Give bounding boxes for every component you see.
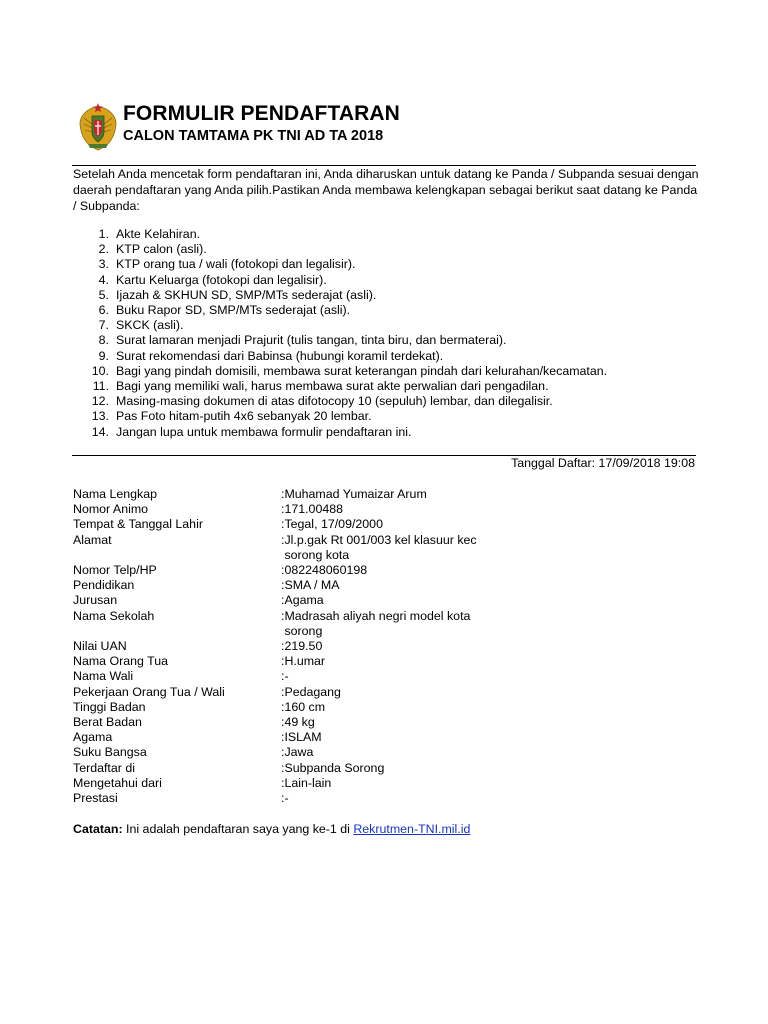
requirement-number: 14. [91,424,109,439]
form-title: FORMULIR PENDAFTARAN [123,102,400,125]
requirement-text: Jangan lupa untuk membawa formulir pendaftaran ini. [116,424,412,439]
requirement-item [73,257,703,272]
requirement-item [73,288,703,303]
note-label: Catatan: [73,822,123,836]
field-value: :ISLAM [281,730,322,745]
field-row [73,578,703,593]
field-label: Nomor Telp/HP [73,563,157,578]
requirement-item [73,273,703,288]
form-subtitle: CALON TAMTAMA PK TNI AD TA 2018 [123,128,384,144]
requirement-number: 10. [91,363,109,378]
field-label: Prestasi [73,791,118,806]
field-value: :171.00488 [281,502,344,517]
field-value: :H.umar [281,654,326,669]
field-label: Suku Bangsa [73,745,147,760]
field-value: :49 kg [281,715,315,730]
field-row [73,593,703,608]
requirement-text: Surat rekomendasi dari Babinsa (hubungi koramil terdekat). [116,348,444,363]
field-label: Alamat [73,532,112,547]
field-value: :Lain-lain [281,775,332,790]
requirement-text: Pas Foto hitam-putih 4x6 sebanyak 20 lembar. [116,409,372,424]
requirement-number: 12. [91,394,109,409]
requirement-item [73,394,703,409]
requirement-item [73,333,703,348]
requirement-text: Surat lamaran menjadi Prajurit (tulis tangan, tinta biru, dan bermaterai). [116,333,507,348]
field-row [73,715,703,730]
field-label: Mengetahui dari [73,775,162,790]
requirement-text: Masing-masing dokumen di atas difotocopy 10 (sepuluh) lembar, dan dilegalisir. [116,394,553,409]
requirement-number: 6. [98,303,109,318]
requirement-item [73,379,703,394]
requirement-text: Akte Kelahiran. [116,227,201,241]
requirement-item [73,364,703,379]
requirement-item [73,318,703,333]
requirement-text: Ijazah & SKHUN SD, SMP/MTs sederajat (asli). [116,287,377,302]
field-label: Nomor Animo [73,502,149,517]
requirement-number: 9. [98,348,109,363]
requirement-number: 5. [98,287,109,302]
field-label: Tempat & Tanggal Lahir [73,517,203,532]
intro-paragraph: Setelah Anda mencetak form pendaftaran ini, Anda diharuskan untuk datang ke Panda / Subpanda sesuai dengan daerah pendaftaran yang Anda pilih.Pastikan Anda membawa kelengkapan sebagai berikut saat datang ke Panda / Subpanda: [73,167,699,213]
requirement-number: 11. [92,379,109,394]
field-value: :Pedagang [281,684,341,699]
requirement-text: Buku Rapor SD, SMP/MTs sederajat (asli). [116,303,351,318]
field-row [73,563,703,578]
field-row [73,730,703,745]
requirement-item [73,409,703,424]
field-row [73,791,703,806]
requirement-text: Bagi yang pindah domisili, membawa surat keterangan pindah dari kelurahan/kecamatan. [116,363,608,378]
field-label: Tinggi Badan [73,699,146,714]
field-label: Nama Lengkap [73,487,158,501]
field-label: Pekerjaan Orang Tua / Wali [73,684,225,699]
requirement-number: 4. [98,272,109,287]
field-value: :Jl.p.gak Rt 001/003 kel klasuur kec sorong kota [281,532,477,562]
field-row [73,639,703,654]
field-value: :Jawa [281,745,314,760]
requirement-item [73,349,703,364]
requirement-text: Bagi yang memiliki wali, harus membawa surat akte perwalian dari pengadilan. [116,379,549,394]
field-value: :Muhamad Yumaizar Arum [281,487,427,501]
requirement-number: 1. [98,227,109,241]
field-label: Nama Wali [73,669,134,684]
requirement-text: SKCK (asli). [116,318,184,333]
field-value: :082248060198 [281,563,368,578]
field-value: :SMA / MA [281,578,340,593]
requirements-list [73,227,703,440]
field-row [73,761,703,776]
applicant-details [73,487,703,806]
requirement-text: KTP calon (asli). [116,242,207,257]
note-text: Ini adalah pendaftaran saya yang ke-1 di [122,822,354,836]
field-value: :Subpanda Sorong [281,760,385,775]
registration-note [73,822,470,836]
field-row [73,745,703,760]
field-label: Jurusan [73,593,118,608]
requirement-text: Kartu Keluarga (fotokopi dan legalisir). [116,272,327,287]
rekrutmen-link[interactable]: Rekrutmen-TNI.mil.id [353,822,471,836]
requirement-number: 3. [98,257,109,272]
field-row [73,517,703,532]
requirement-number: 7. [98,318,109,333]
field-row [73,609,703,639]
requirement-number: 2. [98,242,109,257]
field-row [73,776,703,791]
field-label: Pendidikan [73,578,135,593]
field-label: Berat Badan [73,715,142,730]
field-label: Nilai UAN [73,639,127,654]
requirement-item [73,425,703,440]
field-row [73,487,703,502]
field-value: :- [281,669,289,684]
field-row [73,685,703,700]
field-value: :219.50 [281,639,323,654]
field-row [73,533,703,563]
field-value: :Agama [281,593,324,608]
requirement-number: 8. [98,333,109,348]
tni-ad-emblem-icon [78,102,118,152]
requirement-item [73,303,703,318]
field-value: :Madrasah aliyah negri model kota sorong [281,608,471,638]
field-row [73,669,703,684]
requirement-item [73,227,703,242]
field-row [73,502,703,517]
field-label: Nama Orang Tua [73,654,169,669]
requirement-item [73,242,703,257]
field-value: :Tegal, 17/09/2000 [281,517,383,532]
field-row [73,654,703,669]
field-label: Agama [73,730,113,745]
registration-date: Tanggal Daftar: 17/09/2018 19:08 [511,456,695,470]
field-value: :- [281,791,289,806]
field-label: Terdaftar di [73,760,135,775]
field-row [73,700,703,715]
field-label: Nama Sekolah [73,608,155,623]
field-value: :160 cm [281,699,326,714]
requirement-number: 13. [91,409,109,424]
requirement-text: KTP orang tua / wali (fotokopi dan legalisir). [116,257,356,272]
